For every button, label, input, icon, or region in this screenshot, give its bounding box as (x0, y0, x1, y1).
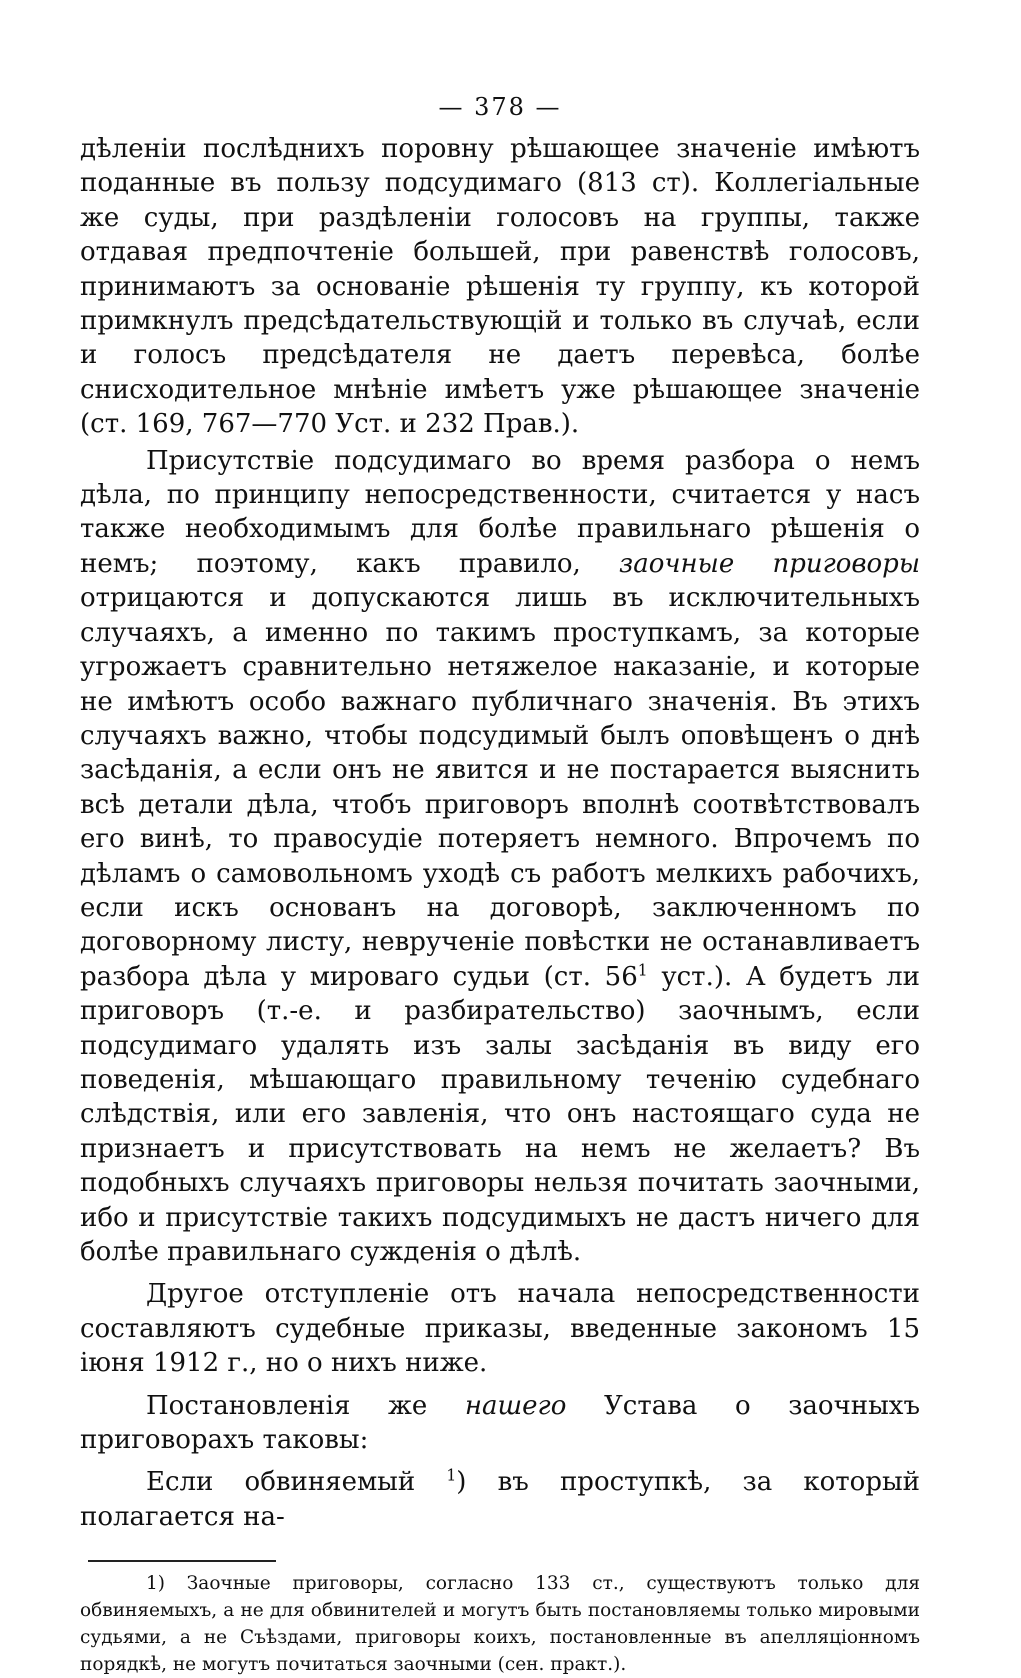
page-number: — 378 — (438, 93, 562, 121)
text-run: ) въ проступкѣ, за который полагается на- (80, 1467, 920, 1532)
text-run: дѣленіи послѣднихъ поровну рѣшающее значеніе имѣютъ поданные въ пользу подсудимаго (813 ст). Коллегіальные же суды, при раздѣленіи голосовъ на группы, также отдавая предпочтеніе большей, при равенствѣ голосовъ, принимаютъ за основаніе рѣшенія ту группу, къ которой примкнулъ предсѣдательствующій и только въ случаѣ, если и голосъ предсѣдателя не даетъ перевѣса, болѣе снисходительное мнѣніе имѣетъ уже рѣшающее значеніе (ст. 169, 767—770 Уст. и 232 Прав.). (80, 134, 920, 440)
text-run: Присутствіе подсудимаго во время разбора о немъ дѣла, по принципу непосредственности, считается у насъ также необходимымъ для болѣе правильнаго рѣшенія о немъ; поэтому, какъ правило, (80, 445, 920, 579)
footnote-reference: 1 (446, 1466, 457, 1485)
footnote-body: ) Заочные приговоры, согласно 133 ст., существуютъ только для обвиняемыхъ, а не для обвинителей и могутъ быть постановляемы только мировыми судьями, а не Съѣздами, приговоры коихъ, постановленные въ апелляціонномъ порядкѣ, не могутъ почитаться заочными (сен. практ.). (80, 1573, 920, 1676)
text-run: уст.). А будетъ ли приговоръ (т.-е. и разбирательство) заочнымъ, если подсудимаго удалять изъ залы засѣданія въ виду его поведенія, мѣшающаго правильному теченію судебнаго слѣдствія, или его завленія, что онъ настоящаго суда не признаетъ и присутствовать на немъ не желаетъ? Въ подобныхъ случаяхъ приговоры нельзя почитать заочными, ибо и присутствіе такихъ подсудимыхъ не дастъ ничего для болѣе правильнаго сужденія о дѣлѣ. (80, 961, 920, 1267)
paragraph (80, 1465, 920, 1534)
footnote-text (80, 1570, 920, 1678)
paragraph (80, 1389, 920, 1458)
footnote (80, 1570, 920, 1678)
footnote-reference: 1 (637, 961, 648, 980)
body-text (80, 132, 920, 1534)
book-page (80, 90, 920, 1678)
text-run: Другое отступленіе отъ начала непосредственности составляютъ судебные приказы, введенные закономъ 15 іюня 1912 г., но о нихъ ниже. (80, 1279, 920, 1379)
paragraph (80, 132, 920, 442)
text-run: Если обвиняемый (146, 1467, 447, 1498)
footnote-marker: 1 (146, 1573, 158, 1595)
footnote-divider (88, 1560, 276, 1562)
text-run: отрицаются и допускаются лишь въ исключительныхъ случаяхъ, а именно по такимъ проступкамъ, за которые угрожаетъ сравнительно нетяжелое наказаніе, и которые не имѣютъ особо важнаго публичнаго значенія. Въ этихъ случаяхъ важно, чтобы подсудимый былъ оповѣщенъ о днѣ засѣданія, а если онъ не явится и не постарается выяснить всѣ детали дѣла, чтобъ приговоръ вполнѣ соотвѣтствовалъ его винѣ, то правосудіе потеряетъ немного. Впрочемъ по дѣламъ о самовольномъ уходѣ съ работъ мелкихъ рабочихъ, если искъ основанъ на договорѣ, заключенномъ по договорному листу, неврученіе повѣстки не останавливаетъ разбора дѣла у мироваго судьи (ст. 56 (80, 583, 920, 992)
italic-phrase: заочные приговоры (619, 548, 920, 579)
paragraph (80, 1277, 920, 1380)
text-run: Устава о заочныхъ приговорахъ таковы: (80, 1390, 920, 1456)
text-run: Постановленія же (146, 1390, 465, 1421)
italic-phrase: нашего (464, 1390, 567, 1421)
paragraph (80, 444, 920, 1270)
